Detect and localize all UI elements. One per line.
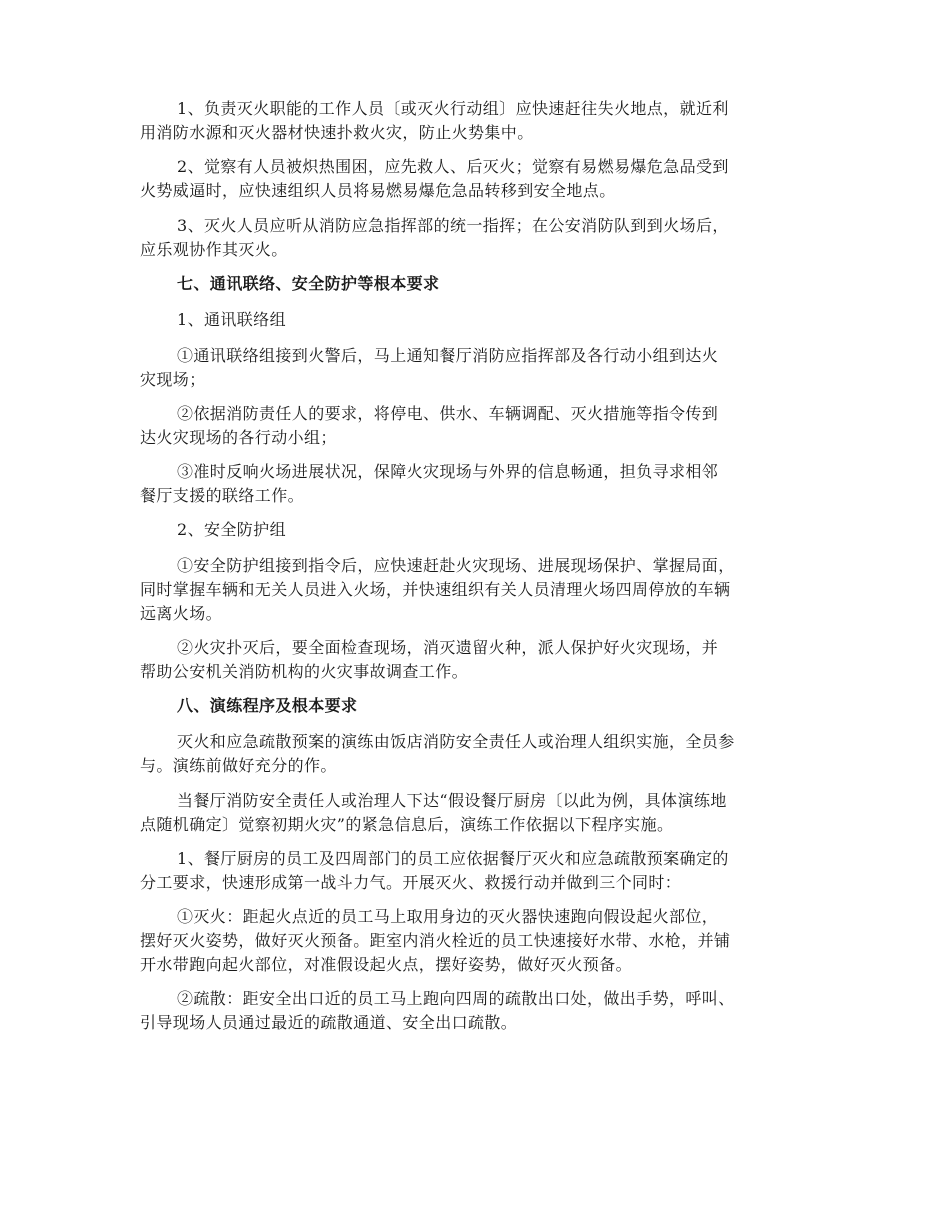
paragraph-line: 帮助公安机关消防机构的火灾事故调查工作。 (140, 662, 469, 681)
paragraph-command-obey (140, 214, 820, 262)
subheading-comm-group (140, 308, 820, 332)
paragraph-line: ①安全防护组接到指令后，应快速赶赴火灾现场、进展现场保护、掌握局面， (177, 556, 735, 575)
paragraph-line: 1、通讯联络组 (177, 310, 286, 329)
paragraph-line: ②疏散：距安全出口近的员工马上跑向四周的疏散出口处，做出手势，呼叫、 (177, 989, 735, 1008)
paragraph-line: 与。演练前做好充分的作。 (140, 756, 337, 775)
heading-text: 八、演练程序及根本要求 (177, 696, 358, 715)
section-heading-7 (140, 272, 820, 296)
paragraph-line: 应乐观协作其灭火。 (140, 240, 288, 259)
paragraph-comm-3 (140, 460, 820, 508)
paragraph-line: 开水带跑向起火部位，对准假设起火点，摆好姿势，做好灭火预备。 (140, 955, 633, 974)
paragraph-line: 灾现场； (140, 370, 206, 389)
paragraph-extinguish (140, 905, 820, 977)
paragraph-line: 远离火场。 (140, 604, 223, 623)
paragraph-line: 达火灾现场的各行动小组； (140, 428, 337, 447)
paragraph-rescue-first (140, 155, 820, 203)
paragraph-line: 同时掌握车辆和无关人员进入火场，并快速组织有关人员清理火场四周停放的车辆 (140, 580, 731, 599)
paragraph-comm-2 (140, 402, 820, 450)
paragraph-line: 分工要求，快速形成第一战斗力气。开展灭火、救援行动并做到三个同时： (140, 873, 682, 892)
paragraph-line: 1、餐厅厨房的员工及四周部门的员工应依据餐厅灭火和应急疏散预案确定的 (177, 849, 729, 868)
paragraph-line: 餐厅支援的联络工作。 (140, 486, 305, 505)
paragraph-line: 用消防水源和灭火器材快速扑救火灾，防止火势集中。 (140, 123, 534, 142)
paragraph-line: 摆好灭火姿势，做好灭火预备。距室内消火栓近的员工快速接好水带、水枪，并铺 (140, 931, 731, 950)
paragraph-line: 3、灭火人员应听从消防应急指挥部的统一指挥；在公安消防队到到火场后， (177, 216, 729, 235)
paragraph-line: 引导现场人员通过最近的疏散通道、安全出口疏散。 (140, 1013, 518, 1032)
paragraph-drill-step-1 (140, 847, 820, 895)
heading-text: 七、通讯联络、安全防护等根本要求 (177, 274, 440, 293)
paragraph-safety-1 (140, 554, 820, 626)
subheading-safety-group (140, 518, 820, 542)
paragraph-line: 灭火和应急疏散预案的演练由饭店消防安全责任人或治理人组织实施，全员参 (177, 732, 735, 751)
paragraph-line: 点随机确定〕觉察初期火灾”的紧急信息后，演练工作依据以下程序实施。 (140, 815, 674, 834)
paragraph-comm-1 (140, 344, 820, 392)
paragraph-line: 火势威逼时，应快速组织人员将易燃易爆危急品转移到安全地点。 (140, 181, 616, 200)
paragraph-line: 2、安全防护组 (177, 520, 286, 539)
paragraph-line: 1、负责灭火职能的工作人员〔或灭火行动组〕应快速赶往失火地点，就近利 (177, 99, 729, 118)
paragraph-safety-2 (140, 636, 820, 684)
paragraph-line: ③准时反响火场进展状况，保障火灾现场与外界的信息畅通，担负寻求相邻 (177, 462, 719, 481)
paragraph-line: 当餐厅消防安全责任人或治理人下达“假设餐厅厨房〔以此为例，具体演练地 (177, 791, 727, 810)
paragraph-line: ①灭火：距起火点近的员工马上取用身边的灭火器快速跑向假设起火部位， (177, 907, 719, 926)
paragraph-drill-org (140, 730, 820, 778)
paragraph-evacuate (140, 987, 820, 1035)
paragraph-line: 2、觉察有人员被炽热围困，应先救人、后灭火；觉察有易燃易爆危急品受到 (177, 157, 729, 176)
paragraph-fire-team-duty (140, 97, 820, 145)
paragraph-line: ②依据消防责任人的要求，将停电、供水、车辆调配、灭火措施等指令传到 (177, 404, 719, 423)
paragraph-line: ②火灾扑灭后，要全面检查现场，消灭遗留火种，派人保护好火灾现场，并 (177, 638, 719, 657)
section-heading-8 (140, 694, 820, 718)
paragraph-drill-trigger (140, 789, 820, 837)
paragraph-line: ①通讯联络组接到火警后，马上通知餐厅消防应指挥部及各行动小组到达火 (177, 346, 719, 365)
